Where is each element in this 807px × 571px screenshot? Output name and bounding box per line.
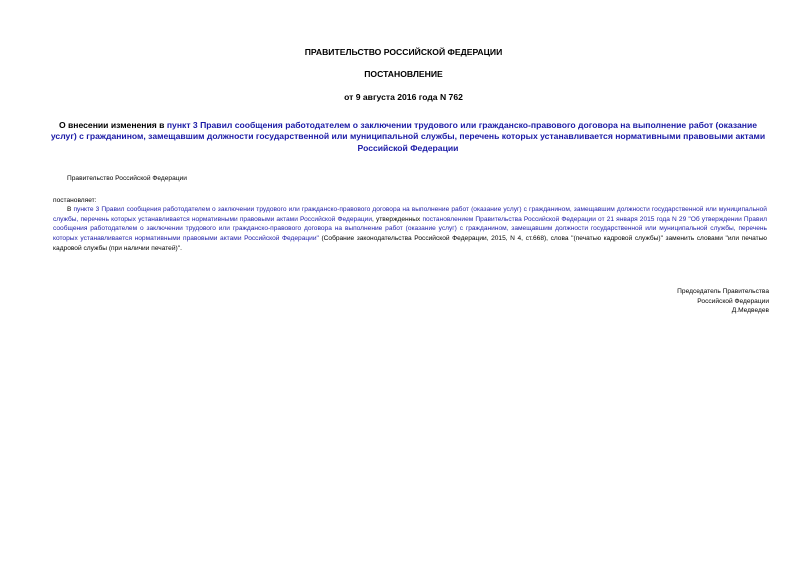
document-type: ПОСТАНОВЛЕНИЕ <box>364 69 443 79</box>
subject-prefix: О внесении изменения в <box>58 120 167 130</box>
issuer-text: Правительство Российской Федерации <box>67 175 187 182</box>
subject-rule-link[interactable]: пункт 3 Правил сообщения работодателем о заключении трудового или гражданско-правового договора на выполнение работ (оказание услуг) с гражданином, замещавшим должности государственной или муниципальной службы, перечень которых устанавливается нормативными правовыми актами Российской Федерации <box>50 120 766 153</box>
government-title: ПРАВИТЕЛЬСТВО РОССИЙСКОЙ ФЕДЕРАЦИИ <box>304 47 503 57</box>
rule-point-link[interactable]: пункте 3 Правил сообщения работодателем о заключении трудового или гражданско-правового договора на выполнение работ (оказание услуг) с гражданином, замещавшим должности государственной или муниципальной службы, перечень которых устанавливается нормативными правовыми актами Российской Федерации <box>53 206 767 223</box>
document-date-number: от 9 августа 2016 года N 762 <box>344 92 463 102</box>
signature-position-line-2: Российской Федерации <box>697 297 769 305</box>
body-part-2: , утвержденных <box>372 215 423 223</box>
signature-position-line-1: Председатель Правительства <box>677 288 769 295</box>
decrees-text: постановляет: <box>53 197 97 204</box>
body-part-3: (Собрание законодательства Российской Федерации, 2015, N 4, ст.668), слова "(печатью кадровой службы)" заменить словами "или печатью кадровой службы (при наличии печатей)". <box>53 235 767 252</box>
signature-block <box>677 287 769 316</box>
document-subject <box>48 120 768 154</box>
signature-name: Д.Медведев <box>731 307 769 315</box>
body-part-1: В <box>67 206 74 213</box>
body-paragraph <box>53 205 767 254</box>
resolution-link[interactable]: постановлением Правительства Российской Федерации от 21 января 2015 года N 29 "Об утверждении Правил сообщения работодателем о заключении трудового или гражданско-правового договора на выполнение работ (оказание услуг) с гражданином, замещавшим должности государственной или муниципальной службы, перечень которых устанавливается нормативными правовыми актами Российской Федерации" <box>53 215 767 243</box>
